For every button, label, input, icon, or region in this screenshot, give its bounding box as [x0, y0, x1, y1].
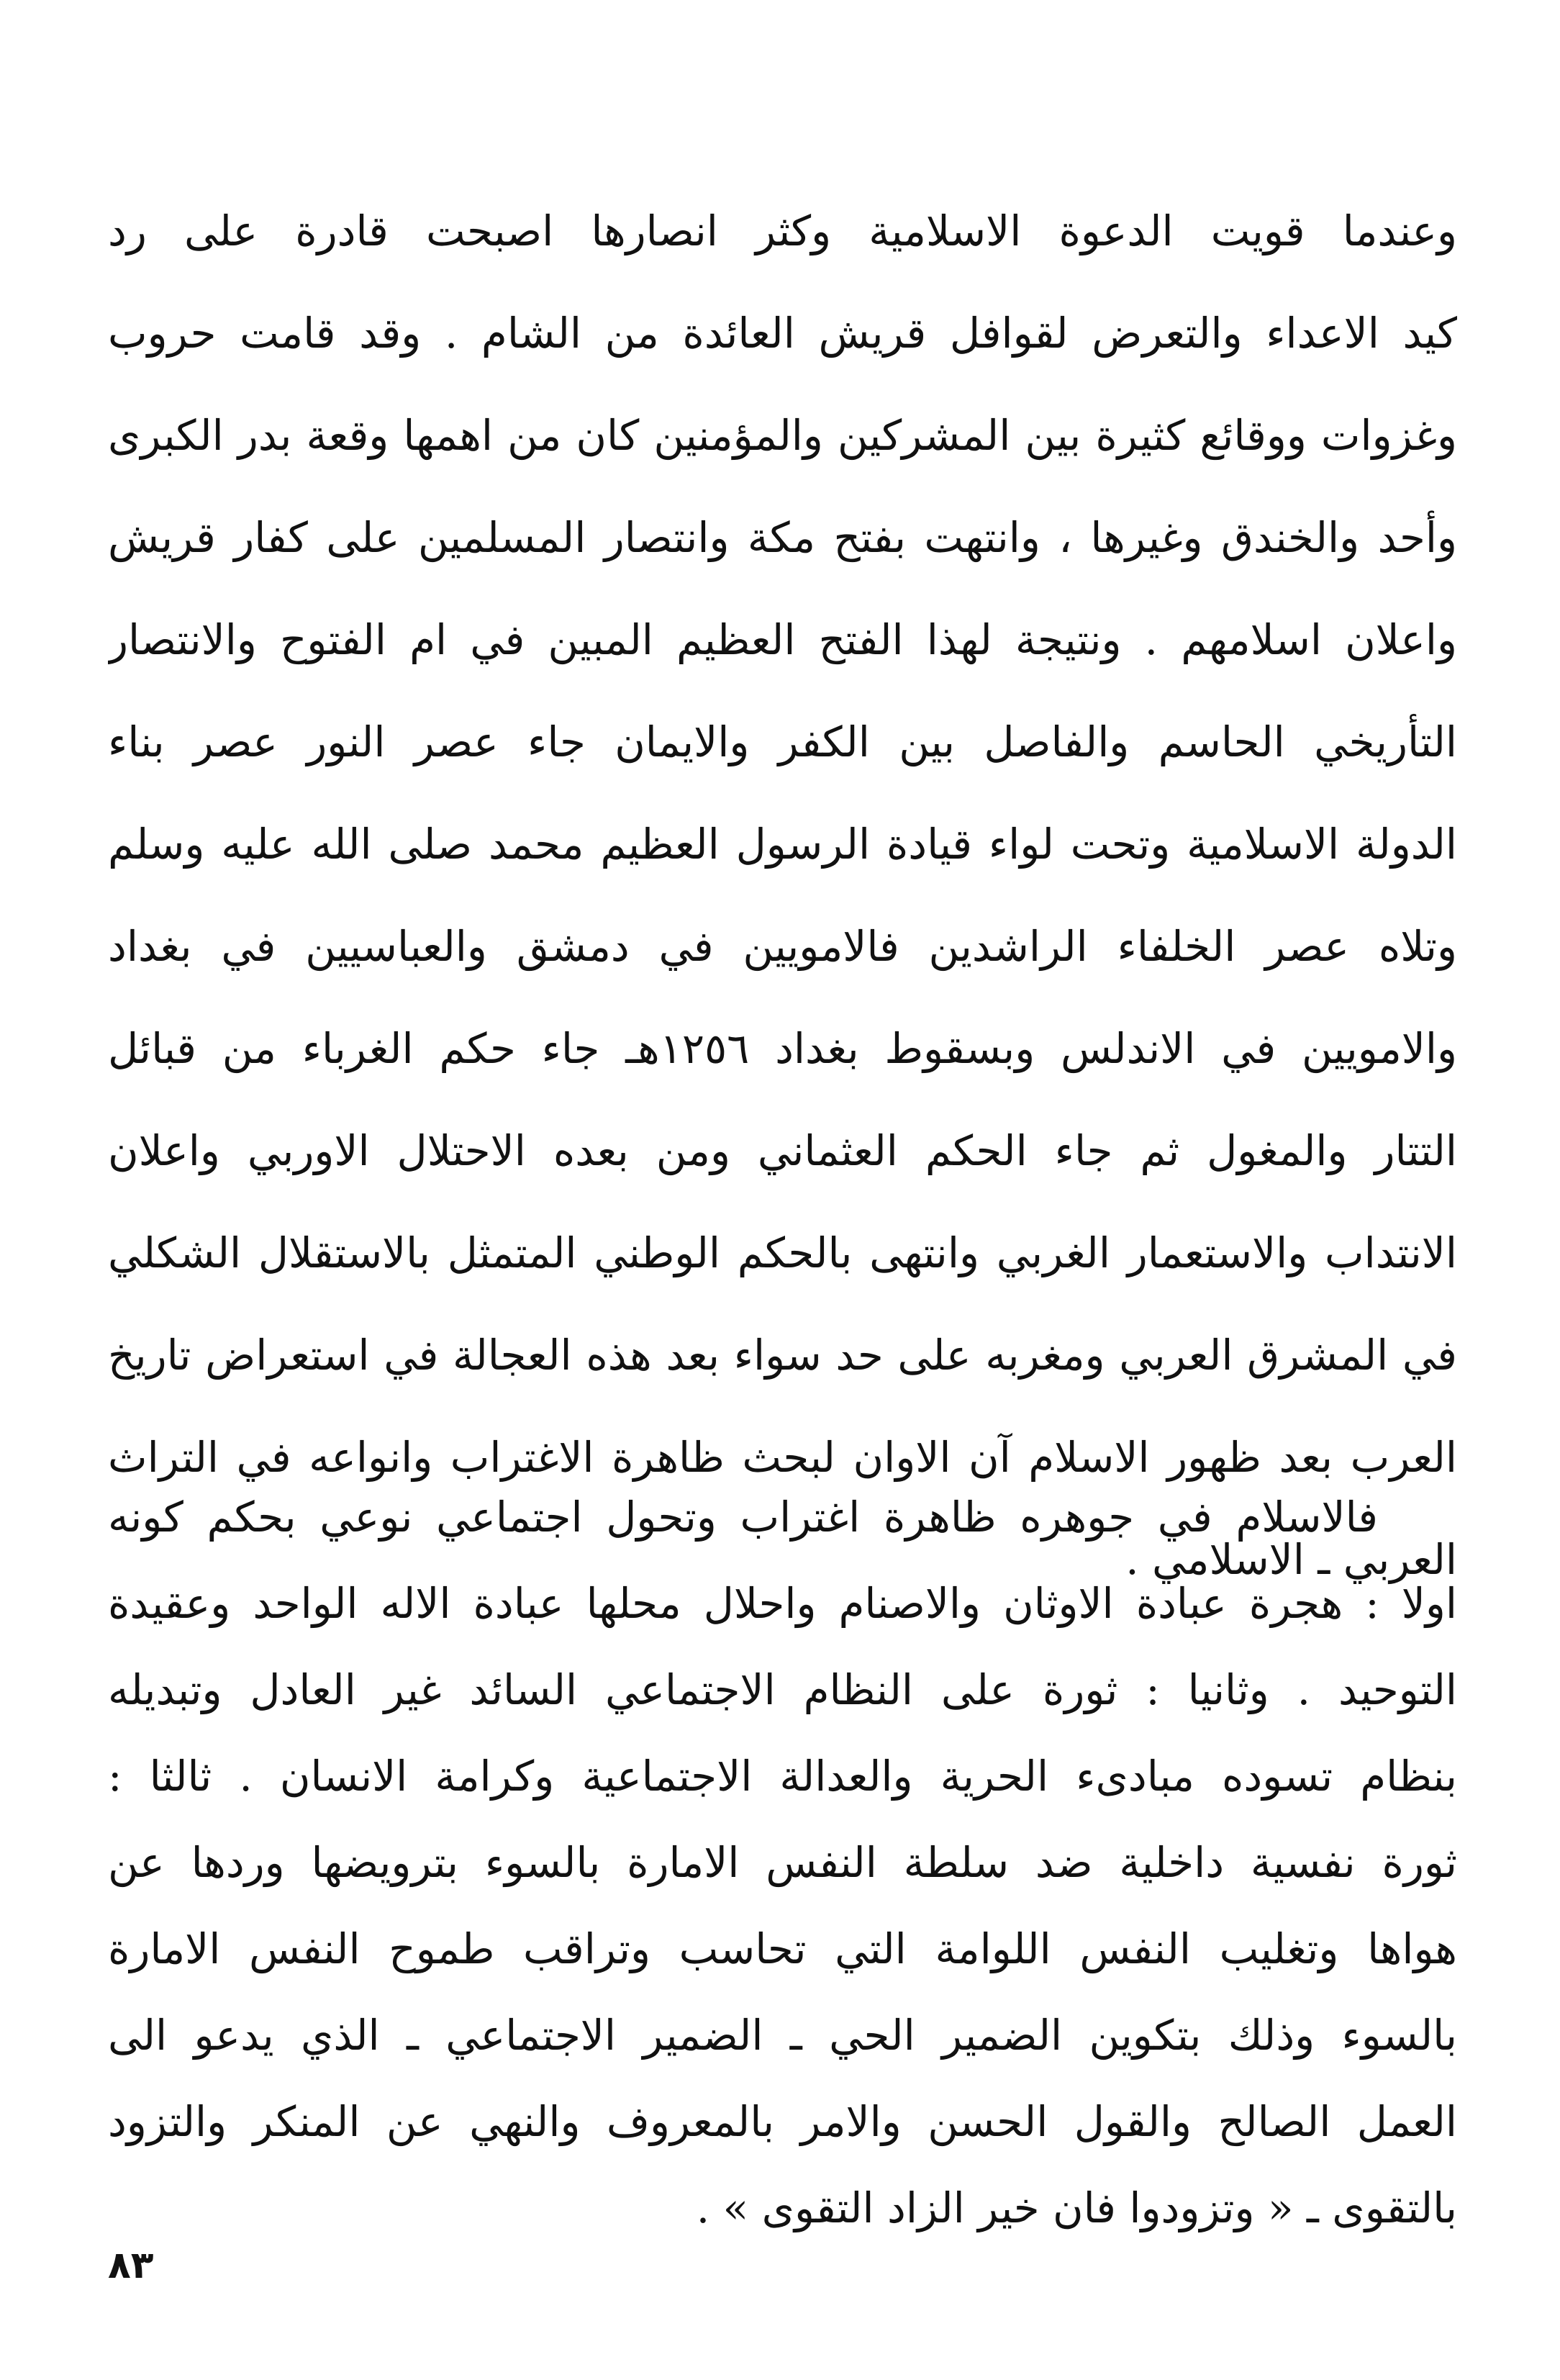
paragraph-line: ثورة نفسية داخلية ضد سلطة النفس الامارة بالسوء بترويضها وردها عن: [108, 1838, 1457, 1887]
paragraph-line: كيد الاعداء والتعرض لقوافل قريش العائدة من الشام . وقد قامت حروب: [108, 309, 1457, 358]
paragraph-line: بالسوء وذلك بتكوين الضمير الحي ـ الضمير الاجتماعي ـ الذي يدعو الى: [108, 2011, 1457, 2060]
paragraph-line: فالاسلام في جوهره ظاهرة اغتراب وتحول اجتماعي نوعي بحكم كونه: [108, 1493, 1378, 1542]
paragraph-2: [108, 1474, 1457, 2251]
paragraph-line: بالتقوى ـ « وتزودوا فان خير الزاد التقوى » .: [696, 2184, 1457, 2232]
paragraph-line: وأحد والخندق وغيرها ، وانتهت بفتح مكة وانتصار المسلمين على كفار قريش: [108, 513, 1457, 562]
paragraph-line: التتار والمغول ثم جاء الحكم العثماني ومن بعده الاحتلال الاوربي واعلان: [108, 1126, 1457, 1175]
paragraph-line: التأريخي الحاسم والفاصل بين الكفر والايمان جاء عصر النور عصر بناء: [108, 718, 1457, 766]
paragraph-line: والامويين في الاندلس وبسقوط بغداد ١٢٥٦هـ جاء حكم الغرباء من قبائل: [108, 1024, 1457, 1073]
page-number: ٨٣: [108, 2244, 154, 2287]
paragraph-line: هواها وتغليب النفس اللوامة التي تحاسب وتراقب طموح النفس الامارة: [108, 1924, 1457, 1973]
paragraph-line: الدولة الاسلامية وتحت لواء قيادة الرسول العظيم محمد صلى الله عليه وسلم: [108, 820, 1457, 869]
paragraph-line: العرب بعد ظهور الاسلام آن الاوان لبحث ظاهرة الاغتراب وانواعه في التراث: [108, 1433, 1457, 1482]
paragraph-line: اولا : هجرة عبادة الاوثان والاصنام واحلال محلها عبادة الاله الواحد وعقيدة: [108, 1579, 1457, 1628]
paragraph-line: العربي ـ الاسلامي .: [1125, 1535, 1457, 1584]
paragraph-line: الانتداب والاستعمار الغربي وانتهى بالحكم الوطني المتمثل بالاستقلال الشكلي: [108, 1229, 1457, 1277]
paragraph-line: وعندما قويت الدعوة الاسلامية وكثر انصارها اصبحت قادرة على رد: [108, 207, 1457, 255]
paragraph-line: العمل الصالح والقول الحسن والامر بالمعروف والنهي عن المنكر والتزود: [108, 2097, 1457, 2146]
paragraph-line: واعلان اسلامهم . ونتيجة لهذا الفتح العظيم المبين في ام الفتوح والانتصار: [108, 615, 1457, 664]
paragraph-line: التوحيد . وثانيا : ثورة على النظام الاجتماعي السائد غير العادل وتبديله: [108, 1665, 1457, 1714]
paragraph-line: وتلاه عصر الخلفاء الراشدين فالامويين في دمشق والعباسيين في بغداد: [108, 922, 1457, 971]
paragraph-1: [108, 180, 1457, 1611]
paragraph-line: في المشرق العربي ومغربه على حد سواء بعد هذه العجالة في استعراض تاريخ: [108, 1331, 1457, 1380]
paragraph-line: وغزوات ووقائع كثيرة بين المشركين والمؤمنين كان من اهمها وقعة بدر الكبرى: [108, 411, 1457, 460]
paragraph-line: بنظام تسوده مبادىء الحرية والعدالة الاجتماعية وكرامة الانسان . ثالثا :: [108, 1752, 1457, 1801]
